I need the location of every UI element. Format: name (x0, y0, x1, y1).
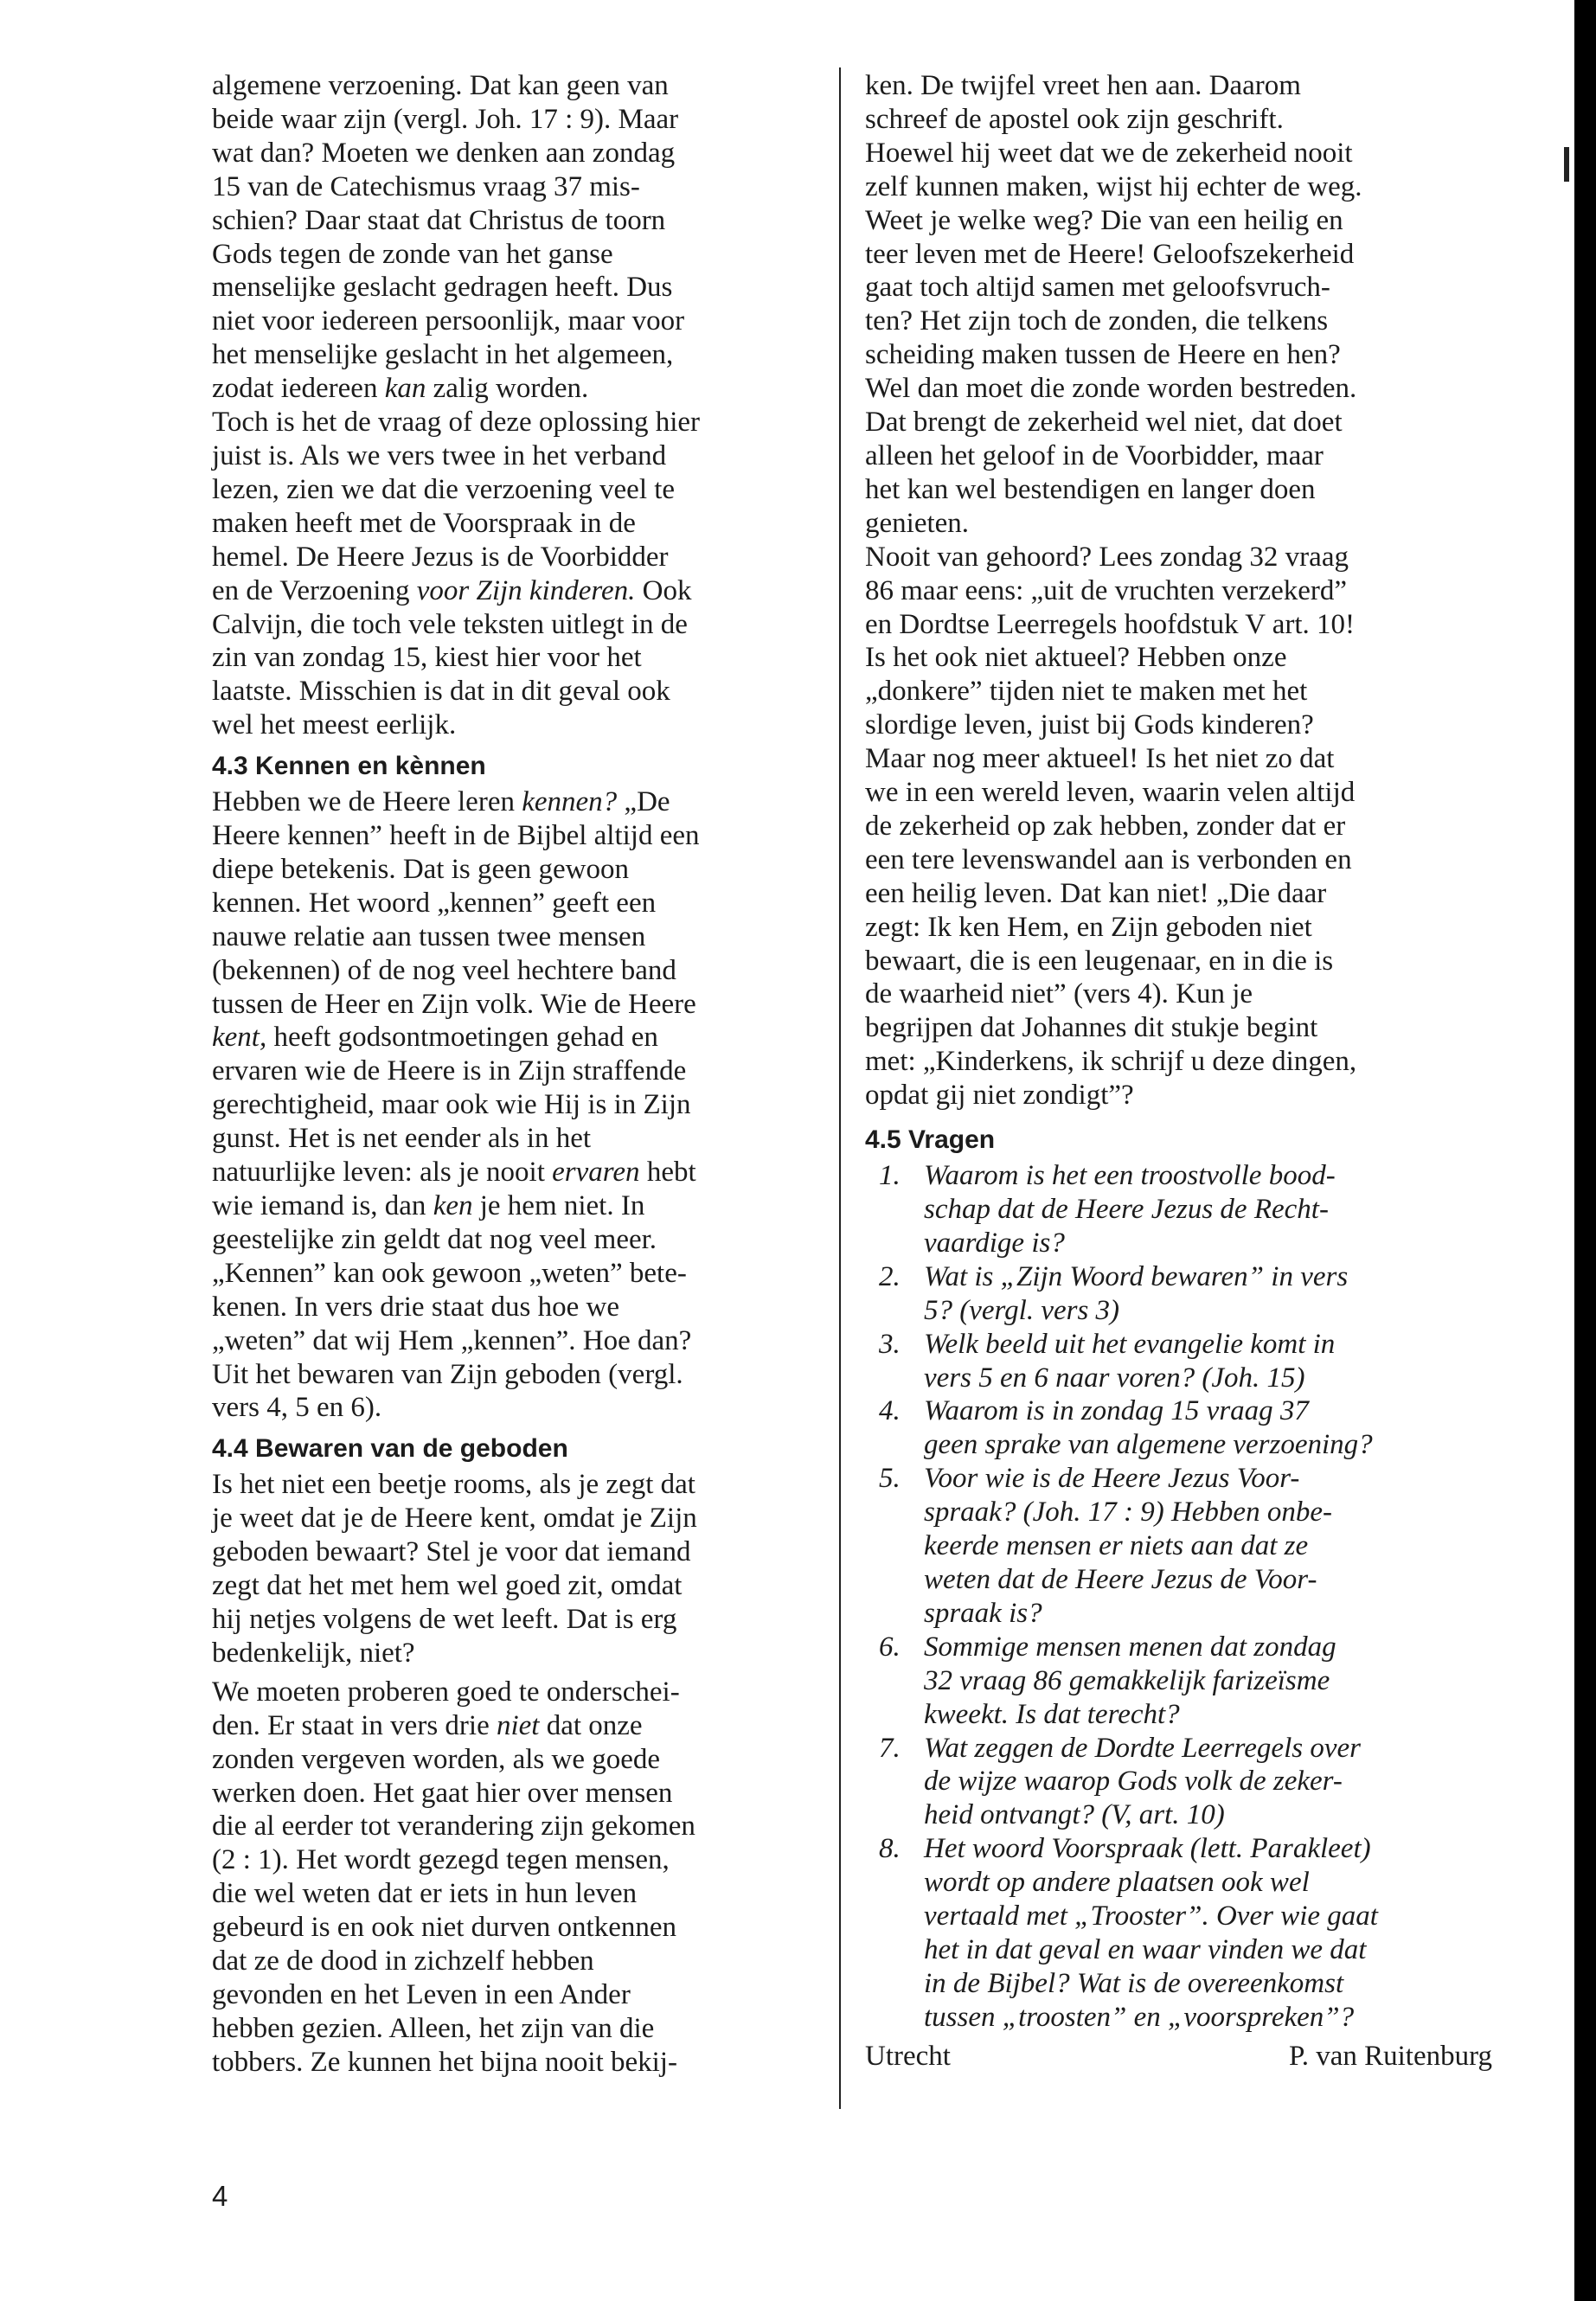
text-run: en de Verzoening (212, 574, 417, 606)
question-number: 4. (879, 1395, 901, 1427)
text-line: werken doen. Het gaat hier over mensen (212, 1777, 673, 1809)
question-line: kweekt. Is dat terecht? (924, 1698, 1180, 1730)
question-line: weten dat de Heere Jezus de Voor- (924, 1563, 1317, 1595)
question-line: Sommige mensen menen dat zondag (924, 1631, 1336, 1663)
text-line: „donkere” tijden niet te maken met het (865, 676, 1308, 708)
text-line: hemel. De Heere Jezus is de Voorbidder (212, 541, 669, 573)
text-line: gebeurd is en ook niet durven ontkennen (212, 1912, 677, 1944)
text-line: dat ze de dood in zichzelf hebben (212, 1945, 594, 1977)
text-line: tobbers. Ze kunnen het bijna nooit bekij- (212, 2046, 677, 2078)
text-line: met: „Kinderkens, ik schrijf u deze dingen, (865, 1046, 1357, 1078)
text-line: Is het niet een beetje rooms, als je zegt dat (212, 1469, 695, 1501)
question-line: Waarom is het een troostvolle bood- (924, 1160, 1336, 1192)
text-line: Dat brengt de zekerheid wel niet, dat doet (865, 407, 1343, 439)
text-line: slordige leven, juist bij Gods kinderen? (865, 709, 1314, 741)
question-line: de wijze waarop Gods volk de zeker- (924, 1766, 1343, 1798)
scan-edge-mark (1564, 147, 1569, 182)
question-line: Wat zeggen de Dordte Leerregels over (924, 1732, 1361, 1764)
question-line: schap dat de Heere Jezus de Recht- (924, 1194, 1329, 1225)
text-line: Hoewel hij weet dat we de zekerheid nooit (865, 137, 1353, 169)
paragraph-aktueel (865, 541, 1492, 1112)
scan-edge-bar (1574, 0, 1596, 2301)
text-line: hebben gezien. Alleen, het zijn van die (212, 2012, 655, 2044)
text-line: geestelijke zin geldt dat nog veel meer. (212, 1223, 657, 1255)
text-line: je weet dat je de Heere kent, omdat je Zijn (212, 1503, 697, 1535)
signature-place: Utrecht (865, 2040, 951, 2072)
question-number: 6. (879, 1631, 901, 1663)
section-heading-4-5: 4.5 Vragen (865, 1125, 996, 1155)
text-line: nauwe relatie aan tussen twee mensen (212, 920, 646, 952)
signature-author: P. van Ruitenburg (1289, 2040, 1492, 2072)
question-line: in de Bijbel? Wat is de overeenkomst (924, 1967, 1344, 1999)
text-run: dat onze (539, 1709, 643, 1741)
text-run: natuurlijke leven: als je nooit (212, 1157, 553, 1189)
text-line: scheiding maken tussen de Heere en hen? (865, 339, 1341, 371)
text-line: wat dan? Moeten we denken aan zondag (212, 137, 676, 169)
text-line: wel het meest eerlijk. (212, 709, 457, 741)
text-line: (2 : 1). Het wordt gezegd tegen mensen, (212, 1844, 670, 1876)
paragraph-voorspraak (212, 406, 822, 742)
question-number: 3. (879, 1328, 901, 1360)
question-number: 5. (879, 1463, 901, 1495)
question-line: het in dat geval en waar vinden we dat (924, 1933, 1367, 1965)
text-line: Gods tegen de zonde van het ganse (212, 238, 613, 270)
text-line: gevonden en het Leven in een Ander (212, 1978, 631, 2010)
text-line: bedenkelijk, niet? (212, 1637, 415, 1669)
text-line: zelf kunnen maken, wijst hij echter de weg. (865, 170, 1362, 202)
section-4-3-body (212, 785, 822, 1425)
text-run: heeft godsontmoetingen gehad en (266, 1022, 658, 1054)
text-line: Calvijn, die toch vele teksten uitlegt in de (212, 608, 688, 640)
text-line: teer leven met de Heere! Geloofszekerheid (865, 238, 1355, 270)
text-line: schreef de apostel ook zijn geschrift. (865, 103, 1284, 135)
emphasis: kan (384, 373, 426, 405)
right-column (865, 69, 1492, 2073)
text-run: zalig worden. (426, 373, 589, 405)
question-list (865, 1159, 1492, 2035)
text-line: we in een wereld leven, waarin velen altijd (865, 777, 1356, 809)
question-line: vaardige is? (924, 1227, 1065, 1259)
question-line: 5? (vergl. vers 3) (924, 1294, 1120, 1326)
text-run: Ook (635, 574, 692, 606)
text-line: laatste. Misschien is dat in dit geval ook (212, 676, 670, 708)
text-line: begrijpen dat Johannes dit stukje begint (865, 1012, 1318, 1044)
text-line: Toch is het de vraag of deze oplossing hier (212, 407, 701, 439)
text-line: het menselijke geslacht in het algemeen, (212, 339, 674, 371)
text-line: We moeten proberen goed te onderschei- (212, 1676, 680, 1708)
text-line: zin van zondag 15, kiest hier voor het (212, 642, 642, 674)
text-line: algemene verzoening. Dat kan geen van (212, 70, 669, 101)
section-heading-4-4: 4.4 Bewaren van de geboden (212, 1434, 568, 1464)
text-line: de waarheid niet” (vers 4). Kun je (865, 978, 1253, 1010)
text-line: de zekerheid op zak hebben, zonder dat er (865, 810, 1346, 842)
emphasis: ervaren (552, 1157, 640, 1189)
emphasis: kennen? (522, 786, 618, 818)
question-number: 8. (879, 1833, 901, 1865)
emphasis: ken (433, 1190, 473, 1221)
text-run: je hem niet. In (472, 1190, 645, 1221)
question-number: 7. (879, 1732, 901, 1764)
question-line: geen sprake van algemene verzoening? (924, 1429, 1373, 1461)
text-run: wie iemand is, dan (212, 1190, 433, 1221)
emphasis: voor Zijn kinderen. (416, 574, 636, 606)
text-line: niet voor iedereen persoonlijk, maar voor (212, 305, 685, 337)
signature (865, 2040, 1492, 2073)
question-item (865, 1328, 1492, 1395)
question-line: spraak is? (924, 1597, 1042, 1629)
text-run: Hebben we de Heere leren (212, 786, 522, 818)
question-item (865, 1260, 1492, 1328)
question-line: Wat is „Zijn Woord bewaren” in vers (924, 1260, 1349, 1292)
question-item (865, 1159, 1492, 1260)
text-line: Wel dan moet die zonde worden bestreden. (865, 373, 1357, 405)
question-line: Voor wie is de Heere Jezus Voor- (924, 1463, 1300, 1495)
column-divider (839, 67, 841, 2109)
text-line: het kan wel bestendigen en langer doen (865, 473, 1316, 505)
text-line: maken heeft met de Voorspraak in de (212, 507, 636, 539)
question-line: Welk beeld uit het evangelie komt in (924, 1328, 1336, 1360)
text-line: zegt: Ik ken Hem, en Zijn geboden niet (865, 911, 1312, 943)
text-line: 15 van de Catechismus vraag 37 mis- (212, 170, 640, 202)
text-line: gunst. Het is net eender als in het (212, 1123, 592, 1155)
question-item (865, 1394, 1492, 1462)
text-line: Is het ook niet aktueel? Hebben onze (865, 642, 1287, 674)
page-number: 4 (212, 2180, 228, 2212)
text-line: hij netjes volgens de wet leeft. Dat is erg (212, 1603, 677, 1635)
text-run: hebt (639, 1157, 696, 1189)
text-line: ervaren wie de Heere is in Zijn straffende (212, 1055, 687, 1087)
text-line: kennen. Het woord „kennen” geeft een (212, 887, 657, 919)
text-run: den. Er staat in vers drie (212, 1709, 497, 1741)
text-line: een heilig leven. Dat kan niet! „Die daar (865, 877, 1327, 909)
question-item (865, 1832, 1492, 2034)
question-number: 1. (879, 1160, 901, 1192)
question-item (865, 1631, 1492, 1732)
text-line: Maar nog meer aktueel! Is het niet zo dat (865, 743, 1335, 775)
text-line: lezen, zien we dat die verzoening veel te (212, 473, 676, 505)
text-line: vers 4, 5 en 6). (212, 1392, 382, 1424)
question-line: keerde mensen er niets aan dat ze (924, 1530, 1309, 1562)
continuation-paragraph (865, 69, 1492, 541)
text-line: schien? Daar staat dat Christus de toorn (212, 204, 666, 236)
text-run: „De (617, 786, 670, 818)
text-line: zegt dat het met hem wel goed zit, omdat (212, 1570, 683, 1602)
text-line: (bekennen) of de nog veel hechtere band (212, 954, 676, 986)
text-line: opdat gij niet zondigt”? (865, 1080, 1134, 1112)
text-line: Heere kennen” heeft in de Bijbel altijd een (212, 820, 700, 852)
question-item (865, 1462, 1492, 1631)
section-4-4-body (212, 1468, 822, 2079)
question-line: 32 vraag 86 gemakkelijk farizeïsme (924, 1664, 1330, 1696)
question-line: Het woord Voorspraak (lett. Parakleet) (924, 1833, 1371, 1865)
text-line: „Kennen” kan ook gewoon „weten” bete- (212, 1257, 687, 1289)
text-line: beide waar zijn (vergl. Joh. 17 : 9). Maar (212, 103, 679, 135)
text-line: ken. De twijfel vreet hen aan. Daarom (865, 70, 1301, 101)
text-line: Uit het bewaren van Zijn geboden (vergl. (212, 1358, 683, 1390)
text-line: alleen het geloof in de Voorbidder, maar (865, 439, 1324, 471)
question-line: spraak? (Joh. 17 : 9) Hebben onbe- (924, 1497, 1332, 1529)
question-line: heid ontvangt? (V, art. 10) (924, 1799, 1225, 1831)
text-line: die al eerder tot verandering zijn gekomen (212, 1811, 695, 1843)
text-line: die wel weten dat er iets in hun leven (212, 1878, 638, 1910)
text-line: zonden vergeven worden, als we goede (212, 1743, 661, 1775)
text-line: en Dordtse Leerregels hoofdstuk V art. 10! (865, 608, 1356, 640)
question-line: tussen „troosten” en „voorspreken”? (924, 2001, 1355, 2033)
text-line: 86 maar eens: „uit de vruchten verzekerd” (865, 574, 1348, 606)
question-line: vertaald met „Trooster”. Over wie gaat (924, 1900, 1378, 1932)
text-line: ten? Het zijn toch de zonden, die telkens (865, 305, 1329, 337)
text-run: zodat iedereen (212, 373, 385, 405)
text-line: Nooit van gehoord? Lees zondag 32 vraag (865, 541, 1349, 573)
text-line: tussen de Heer en Zijn volk. Wie de Heere (212, 988, 696, 1020)
text-line: kenen. In vers drie staat dus hoe we (212, 1291, 620, 1323)
text-line: Weet je welke weg? Die van een heilig en (865, 204, 1343, 236)
text-line: genieten. (865, 507, 970, 539)
question-line: vers 5 en 6 naar voren? (Joh. 15) (924, 1362, 1305, 1394)
text-line: „weten” dat wij Hem „kennen”. Hoe dan? (212, 1324, 692, 1356)
section-heading-4-3: 4.3 Kennen en kènnen (212, 752, 486, 781)
text-line: een tere levenswandel aan is verbonden en (865, 843, 1352, 875)
text-line: gerechtigheid, maar ook wie Hij is in Zijn (212, 1089, 691, 1121)
question-line: wordt op andere plaatsen ook wel (924, 1867, 1310, 1899)
emphasis: niet (496, 1709, 540, 1741)
question-item (865, 1732, 1492, 1833)
text-line: diepe betekenis. Dat is geen gewoon (212, 853, 630, 885)
text-line: gaat toch altijd samen met geloofsvruch- (865, 272, 1330, 304)
question-line: Waarom is in zondag 15 vraag 37 (924, 1395, 1309, 1427)
left-column (212, 69, 822, 2080)
text-line: bewaart, die is een leugenaar, en in die is (865, 945, 1334, 977)
text-line: menselijke geslacht gedragen heeft. Dus (212, 272, 673, 304)
text-line: geboden bewaart? Stel je voor dat iemand (212, 1536, 691, 1568)
question-number: 2. (879, 1260, 901, 1292)
text-line: juist is. Als we vers twee in het verband (212, 439, 667, 471)
intro-paragraph (212, 69, 822, 406)
emphasis: kent, (212, 1022, 267, 1054)
